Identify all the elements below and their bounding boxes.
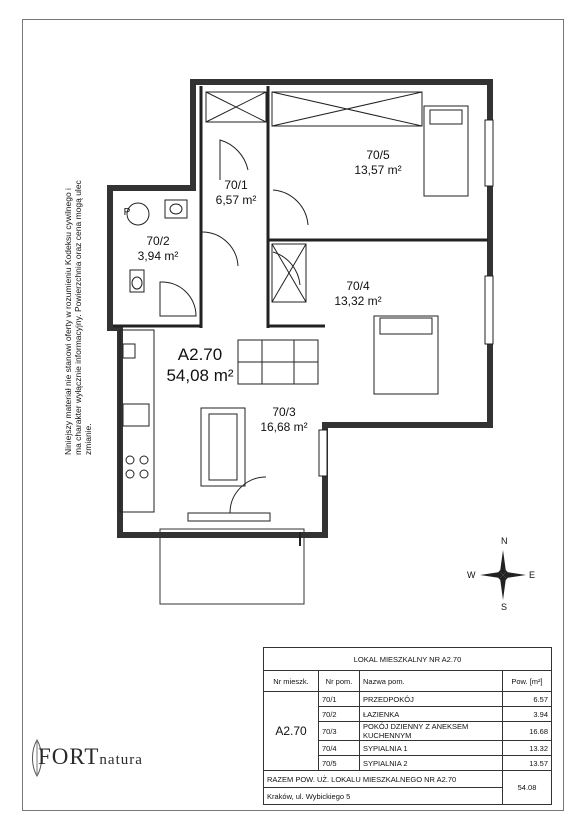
room-area: 3,94 m² <box>137 249 179 263</box>
compass-n: N <box>501 536 508 546</box>
room-area: 13,57 m² <box>354 163 402 177</box>
compass-rose-icon <box>478 548 528 602</box>
room-70-2-label <box>118 234 198 264</box>
room-no-cell: 70/5 <box>319 756 360 771</box>
room-area-cell: 13.32 <box>503 741 552 756</box>
room-70-4-label <box>318 279 398 309</box>
room-no-cell: 70/3 <box>319 722 360 741</box>
total-row <box>264 771 552 788</box>
room-number: 70/1 <box>224 178 248 192</box>
room-area: 6,57 m² <box>215 193 257 207</box>
room-area-cell: 3.94 <box>503 707 552 722</box>
compass-s: S <box>501 602 508 612</box>
room-area-cell: 13.57 <box>503 756 552 771</box>
fort-natura-logo <box>38 744 143 770</box>
disclaimer-text: Niniejszy materiał nie stanowi oferty w rozumieniu Kodeksu cywilnego i ma charakter wyłącznie informacyjny. Powierzchnia oraz cena mogą ulec zmianie. <box>63 180 93 455</box>
room-area: 13,32 m² <box>334 294 382 308</box>
room-schedule-table <box>263 647 552 805</box>
room-no-cell: 70/2 <box>319 707 360 722</box>
compass-w: W <box>467 570 476 580</box>
room-number: 70/2 <box>146 234 170 248</box>
room-name-cell: POKÓJ DZIENNY Z ANEKSEM KUCHENNYM <box>360 722 503 741</box>
room-name-cell: ŁAZIENKA <box>360 707 503 722</box>
table-row <box>264 692 552 707</box>
schedule-header-row <box>264 671 552 692</box>
header-area: Pow. [m²] <box>503 671 552 692</box>
bath-mark: P <box>123 207 131 218</box>
logo-fort: FORT <box>38 744 100 769</box>
room-70-5-label <box>338 148 418 178</box>
room-70-1-label <box>204 178 268 208</box>
room-name-cell: PRZEDPOKÓJ <box>360 692 503 707</box>
room-no-cell: 70/4 <box>319 741 360 756</box>
room-70-3-label <box>250 405 318 435</box>
apartment-summary <box>150 344 250 386</box>
room-area-cell: 6.57 <box>503 692 552 707</box>
compass-e: E <box>529 570 536 580</box>
total-label: RAZEM POW. UŻ. LOKALU MIESZKALNEGO NR A2.70 <box>264 771 503 788</box>
apartment-area: 54,08 m² <box>166 366 234 385</box>
room-number: 70/4 <box>346 279 370 293</box>
header-room-name: Nazwa pom. <box>360 671 503 692</box>
header-room-no: Nr pom. <box>319 671 360 692</box>
logo-natura: natura <box>99 752 143 768</box>
room-area-cell: 16.68 <box>503 722 552 741</box>
schedule-title: LOKAL MIESZKALNY NR A2.70 <box>264 648 552 671</box>
schedule-title-row <box>264 648 552 671</box>
room-number: 70/5 <box>366 148 390 162</box>
header-unit: Nr mieszk. <box>264 671 319 692</box>
apartment-code: A2.70 <box>177 345 223 364</box>
address: Kraków, ul. Wybickiego 5 <box>264 788 503 805</box>
unit-code: A2.70 <box>264 692 319 771</box>
room-name-cell: SYPIALNIA 1 <box>360 741 503 756</box>
room-name-cell: SYPIALNIA 2 <box>360 756 503 771</box>
room-no-cell: 70/1 <box>319 692 360 707</box>
room-number: 70/3 <box>272 405 296 419</box>
room-area: 16,68 m² <box>260 420 308 434</box>
total-area: 54.08 <box>503 771 552 805</box>
